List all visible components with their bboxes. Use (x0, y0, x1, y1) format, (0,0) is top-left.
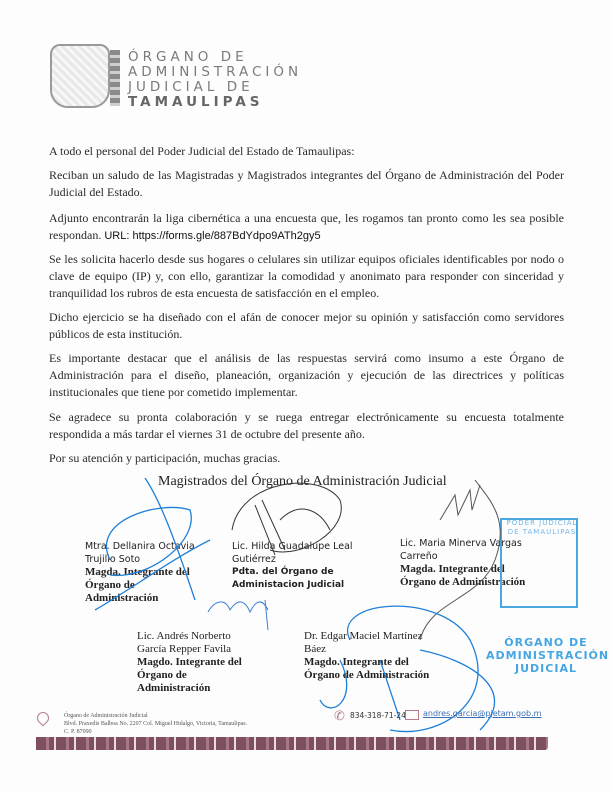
signer-role-line-3: Administración (85, 592, 159, 604)
stamp-top-line-1: PODER JUDICIAL (506, 519, 578, 527)
stamp-bottom-line-2: ADMINISTRACIÓN (486, 649, 610, 662)
location-pin-icon (35, 710, 52, 727)
footer-phone: 834-318-71-24 (350, 711, 406, 720)
signer-name-line-2: Báez (304, 643, 326, 655)
stamp-footer (486, 636, 610, 675)
logo-ornament-band (110, 50, 120, 106)
signer-name-line-2: Trujillo Soto (85, 554, 141, 565)
signature-ink-4 (208, 600, 268, 630)
logo-line-1: ÓRGANO DE (128, 49, 248, 65)
paragraph-1: Reciban un saludo de las Magistradas y Magistrados integrantes del Órgano de Administración del Poder Judicial del Estado. (49, 168, 564, 199)
logo-line-3: JUDICIAL DE (128, 79, 254, 95)
signer-role-line-2: Órgano de Administración (400, 576, 526, 588)
footer-address (64, 712, 247, 736)
signer-name-line-1: Mtra. Dellanira Octavia (85, 541, 195, 552)
paragraph-3: Se les solicita hacerlo desde sus hogares o celulares sin utilizar equipos oficiales identificables por nodo o clave de equipo (IP) y, con ello, garantizar la comodidad y anonimato para responder con sinceridad y tranquilidad los rubros de esta encuesta de satisfacción en el empleo. (49, 252, 564, 300)
stamp-top-line-2: DE TAMAULIPAS (507, 528, 577, 536)
signature-block-5 (304, 630, 429, 682)
signer-role-line-3: Administración (137, 682, 211, 694)
footer-email-link[interactable]: andres.garcia@pjetam.gob.m (423, 709, 542, 718)
paragraph-4: Dicho ejercicio se ha diseñado con el afán de conocer mejor su opinión y satisfacción como servidores públicos de esta institución. (49, 310, 564, 341)
signer-name-line-2: García Repper Favila (137, 643, 232, 655)
signature-block-1 (85, 540, 195, 605)
signer-role-line-2: Órgano de (85, 579, 135, 591)
signer-role-line-1: Magdo. Integrante del (304, 656, 409, 668)
signer-name-line-2: Carreño (400, 551, 438, 562)
stamp-bottom-line-1: ÓRGANO DE (504, 636, 588, 649)
paragraph-2 (49, 210, 564, 245)
phone-icon: ✆ (334, 708, 345, 723)
footer-postal-code: C. P. 87090 (64, 729, 92, 735)
paragraph-2-text: Adjunto encontrarán la liga cibernética a una encuesta que, les rogamos tan pronto como les sea posible respondan. (49, 211, 564, 242)
signer-name-line-1: Lic. Hilda Guadalupe Leal (232, 541, 353, 552)
logo-line-4: TAMAULIPAS (128, 94, 264, 110)
signature-block-2 (232, 540, 353, 592)
closing: Por su atención y participación, muchas gracias. (49, 451, 281, 465)
stamp-bottom-line-3: JUDICIAL (515, 662, 577, 675)
signer-role-line-1: Pdta. del Órgano de (232, 567, 334, 577)
paragraph-6: Se agradece su pronta colaboración y se ruega entregar electrónicamente su encuesta totalmente respondida a más tardar el viernes 31 de octubre del presente año. (49, 410, 564, 441)
survey-url-link[interactable]: URL: https://forms.gle/887BdYdpo9ATh2gy5 (104, 230, 321, 242)
signature-block-4 (137, 630, 242, 695)
footer-street: Blvd. Praxedis Balboa No. 2207 Col. Miguel Hidalgo, Victoria, Tamaulipas. (64, 721, 248, 727)
signer-name-line-1: Dr. Edgar Maciel Martínez (304, 630, 423, 642)
stamp-header (504, 519, 580, 537)
signer-role-line-1: Magdo. Integrante del (137, 656, 242, 668)
signer-name-line-1: Lic. Andrés Norberto (137, 630, 231, 642)
signatures-title: Magistrados del Órgano de Administración Judicial (158, 474, 447, 489)
signer-name-line-2: Gutiérrez (232, 554, 276, 565)
signer-role-line-1: Magda. Integrante del (400, 563, 505, 575)
signer-name-line-1: Lic. Maria Minerva Vargas (400, 538, 522, 549)
signer-role-line-2: Órgano de (137, 669, 187, 681)
coat-of-arms-logo (50, 44, 110, 108)
signer-role-line-2: Órgano de Administración (304, 669, 430, 681)
decorative-footer-band (36, 737, 548, 750)
signer-role-line-2: Administacion Judicial (232, 580, 345, 590)
paragraph-5: Es importante destacar que el análisis de las respuestas servirá como insumo a este Órgano de Administración para el diseño, planeación, organización y ejecución de las directrices y políticas institucionales que tiene por cometido implementar. (49, 351, 564, 399)
envelope-icon (405, 710, 419, 720)
greeting: A todo el personal del Poder Judicial del Estado de Tamaulipas: (49, 144, 355, 158)
logo-line-2: ADMINISTRACIÓN (128, 64, 303, 80)
footer-org-name: Órgano de Administración Judicial (64, 713, 148, 719)
signer-role-line-1: Magda. Integrante del (85, 566, 190, 578)
